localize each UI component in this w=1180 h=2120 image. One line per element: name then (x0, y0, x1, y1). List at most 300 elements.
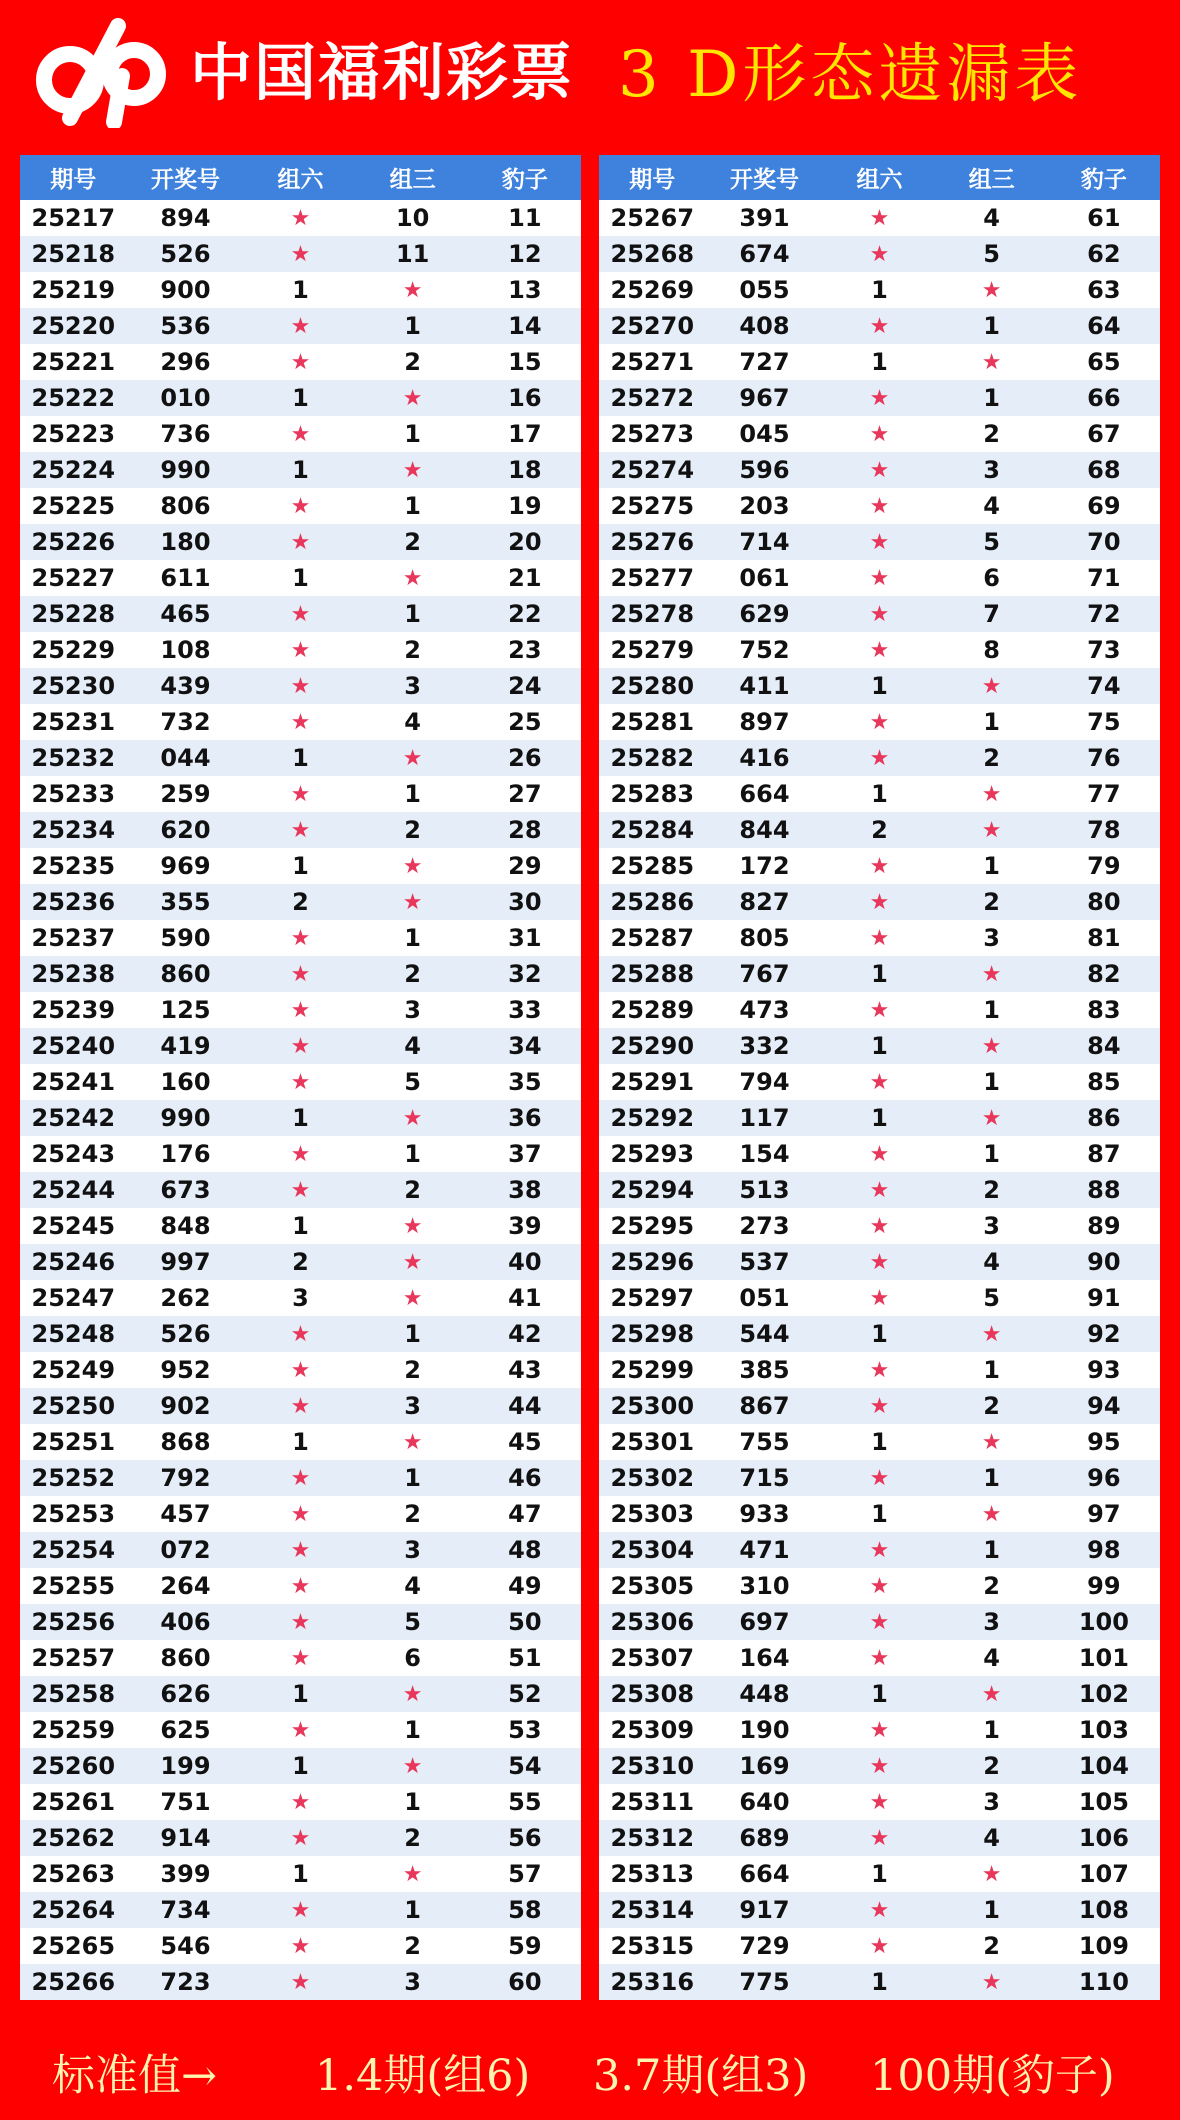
draw-number-cell: 967 (739, 384, 790, 412)
leopard-cell: 48 (508, 1536, 542, 1564)
table-row (20, 1172, 581, 1208)
table-row (599, 524, 1160, 560)
table-row (599, 308, 1160, 344)
draw-number-cell: 448 (739, 1680, 790, 1708)
group3-cell: 5 (404, 1608, 421, 1636)
group6-cell: ★ (290, 1537, 311, 1563)
leopard-cell: 25 (508, 708, 542, 736)
draw-number-cell: 061 (739, 564, 790, 592)
group3-cell: ★ (981, 277, 1002, 303)
table-row (20, 1712, 581, 1748)
left-table-panel (20, 155, 581, 2000)
issue-number-cell: 25238 (31, 960, 116, 988)
group6-cell: ★ (869, 1249, 890, 1275)
table-row (599, 1496, 1160, 1532)
table-row (20, 1928, 581, 1964)
group3-cell: 1 (404, 1464, 421, 1492)
issue-number-cell: 25316 (610, 1968, 695, 1996)
leopard-cell: 99 (1087, 1572, 1121, 1600)
leopard-cell: 21 (508, 564, 542, 592)
leopard-cell: 98 (1087, 1536, 1121, 1564)
group3-cell: 2 (983, 1176, 1000, 1204)
group6-cell: ★ (869, 1933, 890, 1959)
group6-cell: ★ (869, 313, 890, 339)
issue-number-cell: 25300 (610, 1392, 695, 1420)
group6-cell: 1 (871, 1680, 888, 1708)
leopard-cell: 19 (508, 492, 542, 520)
draw-number-cell: 794 (739, 1068, 790, 1096)
group3-cell: ★ (402, 385, 423, 411)
table-row (599, 1928, 1160, 1964)
group6-cell: ★ (290, 1825, 311, 1851)
leopard-cell: 43 (508, 1356, 542, 1384)
issue-number-cell: 25247 (31, 1284, 116, 1312)
group3-cell: ★ (402, 889, 423, 915)
issue-number-cell: 25301 (610, 1428, 695, 1456)
group6-cell: ★ (290, 1033, 311, 1059)
table-row (599, 1748, 1160, 1784)
group3-cell: ★ (981, 1861, 1002, 1887)
draw-number-cell: 296 (160, 348, 211, 376)
draw-number-cell: 827 (739, 888, 790, 916)
group3-cell: ★ (981, 1321, 1002, 1347)
group6-cell: ★ (869, 385, 890, 411)
table-row (599, 1568, 1160, 1604)
issue-number-cell: 25289 (610, 996, 695, 1024)
table-row (20, 380, 581, 416)
leopard-cell: 23 (508, 636, 542, 664)
leopard-cell: 88 (1087, 1176, 1121, 1204)
draw-number-cell: 990 (160, 1104, 211, 1132)
issue-number-cell: 25295 (610, 1212, 695, 1240)
group3-cell: ★ (402, 457, 423, 483)
issue-number-cell: 25299 (610, 1356, 695, 1384)
draw-number-cell: 408 (739, 312, 790, 340)
leopard-cell: 45 (508, 1428, 542, 1456)
draw-number-cell: 544 (739, 1320, 790, 1348)
omission-table-left (20, 155, 581, 2000)
leopard-cell: 100 (1078, 1608, 1129, 1636)
issue-number-cell: 25240 (31, 1032, 116, 1060)
leopard-cell: 105 (1078, 1788, 1129, 1816)
leopard-cell: 75 (1087, 708, 1121, 736)
group6-cell: 1 (871, 276, 888, 304)
draw-number-cell: 385 (739, 1356, 790, 1384)
leopard-cell: 22 (508, 600, 542, 628)
leopard-cell: 42 (508, 1320, 542, 1348)
group3-cell: 2 (404, 1500, 421, 1528)
issue-number-cell: 25275 (610, 492, 695, 520)
group6-cell: 1 (871, 960, 888, 988)
table-row (599, 920, 1160, 956)
table-row (20, 524, 581, 560)
leopard-cell: 55 (508, 1788, 542, 1816)
issue-number-cell: 25237 (31, 924, 116, 952)
group6-cell: ★ (290, 781, 311, 807)
leopard-cell: 109 (1078, 1932, 1129, 1960)
group6-cell: ★ (290, 925, 311, 951)
issue-number-cell: 25229 (31, 636, 116, 664)
table-row (599, 1352, 1160, 1388)
leopard-cell: 11 (508, 204, 542, 232)
group3-cell: 3 (404, 1536, 421, 1564)
table-row (20, 1964, 581, 2000)
table-row (599, 1640, 1160, 1676)
group3-cell: 1 (404, 600, 421, 628)
draw-number-cell: 262 (160, 1284, 211, 1312)
issue-number-cell: 25236 (31, 888, 116, 916)
omission-table-right (599, 155, 1160, 2000)
table-row (599, 1172, 1160, 1208)
draw-number-cell: 125 (160, 996, 211, 1024)
leopard-cell: 87 (1087, 1140, 1121, 1168)
header (0, 0, 1180, 150)
group6-cell: ★ (869, 745, 890, 771)
draw-number-cell: 332 (739, 1032, 790, 1060)
issue-number-cell: 25278 (610, 600, 695, 628)
issue-number-cell: 25311 (610, 1788, 695, 1816)
draw-number-cell: 072 (160, 1536, 211, 1564)
leopard-cell: 64 (1087, 312, 1121, 340)
group3-cell: ★ (402, 1105, 423, 1131)
table-row (20, 632, 581, 668)
draw-number-cell: 010 (160, 384, 211, 412)
draw-number-cell: 860 (160, 960, 211, 988)
issue-number-cell: 25245 (31, 1212, 116, 1240)
group6-cell: ★ (290, 1645, 311, 1671)
group3-cell: ★ (981, 781, 1002, 807)
table-row (20, 1316, 581, 1352)
group6-cell: ★ (869, 1285, 890, 1311)
leopard-cell: 70 (1087, 528, 1121, 556)
group6-cell: ★ (869, 853, 890, 879)
table-row (20, 1784, 581, 1820)
leopard-cell: 96 (1087, 1464, 1121, 1492)
draw-number-cell: 894 (160, 204, 211, 232)
table-row (599, 632, 1160, 668)
draw-number-cell: 180 (160, 528, 211, 556)
draw-number-cell: 729 (739, 1932, 790, 1960)
issue-number-cell: 25293 (610, 1140, 695, 1168)
table-row (20, 1100, 581, 1136)
draw-number-cell: 355 (160, 888, 211, 916)
issue-number-cell: 25244 (31, 1176, 116, 1204)
table-row (599, 1064, 1160, 1100)
table-row (599, 1712, 1160, 1748)
issue-number-cell: 25230 (31, 672, 116, 700)
group6-cell: ★ (869, 709, 890, 735)
leopard-cell: 81 (1087, 924, 1121, 952)
table-row (599, 1280, 1160, 1316)
group6-cell: 1 (871, 1428, 888, 1456)
issue-number-cell: 25286 (610, 888, 695, 916)
table-row (20, 560, 581, 596)
group3-cell: 1 (404, 1896, 421, 1924)
table-row (20, 1496, 581, 1532)
group6-cell: ★ (869, 889, 890, 915)
leopard-cell: 80 (1087, 888, 1121, 916)
table-row (20, 236, 581, 272)
issue-number-cell: 25277 (610, 564, 695, 592)
leopard-cell: 14 (508, 312, 542, 340)
draw-number-cell: 419 (160, 1032, 211, 1060)
draw-number-cell: 471 (739, 1536, 790, 1564)
group3-cell: ★ (981, 1033, 1002, 1059)
draw-number-cell: 674 (739, 240, 790, 268)
group6-cell: 1 (871, 780, 888, 808)
table-row (20, 1388, 581, 1424)
leopard-cell: 108 (1078, 1896, 1129, 1924)
issue-number-cell: 25250 (31, 1392, 116, 1420)
draw-number-cell: 752 (739, 636, 790, 664)
group3-cell: 3 (983, 924, 1000, 952)
issue-number-cell: 25276 (610, 528, 695, 556)
group3-cell: 3 (983, 1212, 1000, 1240)
issue-number-cell: 25270 (610, 312, 695, 340)
leopard-cell: 31 (508, 924, 542, 952)
draw-number-cell: 526 (160, 240, 211, 268)
leopard-cell: 103 (1078, 1716, 1129, 1744)
draw-number-cell: 664 (739, 1860, 790, 1888)
table-row (20, 848, 581, 884)
table-header-row (599, 155, 1160, 200)
group3-cell: ★ (402, 1213, 423, 1239)
issue-number-cell: 25256 (31, 1608, 116, 1636)
group6-cell: ★ (869, 1573, 890, 1599)
issue-number-cell: 25254 (31, 1536, 116, 1564)
leopard-cell: 84 (1087, 1032, 1121, 1060)
group3-cell: 10 (395, 204, 430, 232)
leopard-cell: 65 (1087, 348, 1121, 376)
group6-cell: ★ (290, 493, 311, 519)
group3-cell: 4 (404, 1032, 421, 1060)
draw-number-cell: 626 (160, 1680, 211, 1708)
group3-cell: 6 (983, 564, 1000, 592)
draw-number-cell: 108 (160, 636, 211, 664)
table-row (599, 704, 1160, 740)
group6-cell: 1 (292, 1104, 309, 1132)
table-row (599, 1964, 1160, 2000)
group6-cell: 1 (292, 852, 309, 880)
group6-cell: ★ (290, 673, 311, 699)
issue-number-cell: 25306 (610, 1608, 695, 1636)
draw-number-cell: 727 (739, 348, 790, 376)
standard-value-group6: 1.4期(组6) (315, 2051, 531, 2101)
table-row (20, 1028, 581, 1064)
group6-cell: ★ (290, 1969, 311, 1995)
group6-cell: ★ (869, 1825, 890, 1851)
group3-cell: ★ (402, 1285, 423, 1311)
draw-number-cell: 199 (160, 1752, 211, 1780)
group6-cell: 3 (292, 1284, 309, 1312)
group6-cell: ★ (869, 529, 890, 555)
draw-number-cell: 805 (739, 924, 790, 952)
page-title: 3 D形态遗漏表 (618, 38, 1083, 112)
issue-number-cell: 25296 (610, 1248, 695, 1276)
issue-number-cell: 25225 (31, 492, 116, 520)
draw-number-cell: 969 (160, 852, 211, 880)
group3-cell: 1 (404, 312, 421, 340)
table-row (599, 1424, 1160, 1460)
leopard-cell: 102 (1078, 1680, 1129, 1708)
issue-number-cell: 25263 (31, 1860, 116, 1888)
leopard-cell: 69 (1087, 492, 1121, 520)
draw-number-cell: 536 (160, 312, 211, 340)
leopard-cell: 78 (1087, 816, 1121, 844)
table-row (20, 1208, 581, 1244)
leopard-cell: 16 (508, 384, 542, 412)
group6-cell: 1 (871, 1320, 888, 1348)
group3-cell: ★ (402, 1249, 423, 1275)
table-row (599, 1856, 1160, 1892)
group3-cell: 5 (983, 528, 1000, 556)
group3-cell: 11 (395, 240, 430, 268)
leopard-cell: 107 (1078, 1860, 1129, 1888)
group3-cell: ★ (981, 349, 1002, 375)
table-row (20, 812, 581, 848)
group3-cell: 2 (983, 1392, 1000, 1420)
table-row (599, 452, 1160, 488)
draw-number-cell: 117 (739, 1104, 790, 1132)
table-row (599, 776, 1160, 812)
leopard-cell: 101 (1078, 1644, 1129, 1672)
group3-cell: 3 (983, 1608, 1000, 1636)
table-row (599, 1820, 1160, 1856)
group6-cell: 2 (292, 1248, 309, 1276)
draw-number-cell: 900 (160, 276, 211, 304)
table-row (599, 1100, 1160, 1136)
issue-number-cell: 25285 (610, 852, 695, 880)
draw-number-cell: 734 (160, 1896, 211, 1924)
group6-cell: 2 (292, 888, 309, 916)
group3-cell: 4 (983, 1824, 1000, 1852)
issue-number-cell: 25255 (31, 1572, 116, 1600)
leopard-cell: 94 (1087, 1392, 1121, 1420)
group6-cell: ★ (869, 925, 890, 951)
group6-cell: 1 (871, 1104, 888, 1132)
draw-number-cell: 629 (739, 600, 790, 628)
table-row (20, 1892, 581, 1928)
group6-cell: ★ (290, 349, 311, 375)
group3-cell: 4 (983, 492, 1000, 520)
group6-cell: 1 (292, 744, 309, 772)
table-row (20, 596, 581, 632)
draw-number-cell: 176 (160, 1140, 211, 1168)
issue-number-cell: 25272 (610, 384, 695, 412)
leopard-cell: 13 (508, 276, 542, 304)
table-row (599, 812, 1160, 848)
leopard-cell: 44 (508, 1392, 542, 1420)
issue-number-cell: 25222 (31, 384, 116, 412)
issue-number-cell: 25271 (610, 348, 695, 376)
group6-cell: ★ (869, 457, 890, 483)
group3-cell: 1 (404, 1716, 421, 1744)
draw-number-cell: 732 (160, 708, 211, 736)
group6-cell: ★ (290, 637, 311, 663)
draw-number-cell: 775 (739, 1968, 790, 1996)
group3-cell: ★ (981, 1969, 1002, 1995)
leopard-cell: 73 (1087, 636, 1121, 664)
draw-number-cell: 411 (739, 672, 790, 700)
draw-number-cell: 844 (739, 816, 790, 844)
leopard-cell: 56 (508, 1824, 542, 1852)
leopard-cell: 71 (1087, 564, 1121, 592)
group3-cell: ★ (402, 1861, 423, 1887)
issue-number-cell: 25305 (610, 1572, 695, 1600)
group6-cell: 1 (871, 1032, 888, 1060)
column-header: 组三 (389, 167, 436, 193)
group3-cell: 1 (983, 1464, 1000, 1492)
issue-number-cell: 25264 (31, 1896, 116, 1924)
issue-number-cell: 25273 (610, 420, 695, 448)
table-row (599, 1136, 1160, 1172)
table-row (599, 992, 1160, 1028)
issue-number-cell: 25266 (31, 1968, 116, 1996)
draw-number-cell: 259 (160, 780, 211, 808)
table-row (599, 1028, 1160, 1064)
table-row (20, 956, 581, 992)
issue-number-cell: 25274 (610, 456, 695, 484)
table-row (599, 560, 1160, 596)
table-row (20, 1856, 581, 1892)
group6-cell: ★ (290, 241, 311, 267)
draw-number-cell: 513 (739, 1176, 790, 1204)
leopard-cell: 41 (508, 1284, 542, 1312)
column-header: 期号 (629, 167, 676, 193)
table-row (20, 1460, 581, 1496)
issue-number-cell: 25307 (610, 1644, 695, 1672)
group6-cell: ★ (869, 1069, 890, 1095)
group6-cell: ★ (869, 637, 890, 663)
issue-number-cell: 25253 (31, 1500, 116, 1528)
issue-number-cell: 25315 (610, 1932, 695, 1960)
table-row (599, 1784, 1160, 1820)
leopard-cell: 93 (1087, 1356, 1121, 1384)
group3-cell: ★ (402, 853, 423, 879)
issue-number-cell: 25223 (31, 420, 116, 448)
draw-number-cell: 860 (160, 1644, 211, 1672)
group3-cell: 2 (983, 1752, 1000, 1780)
right-table-panel (599, 155, 1160, 2000)
group3-cell: 5 (404, 1068, 421, 1096)
issue-number-cell: 25224 (31, 456, 116, 484)
leopard-cell: 110 (1078, 1968, 1129, 1996)
leopard-cell: 77 (1087, 780, 1121, 808)
group3-cell: ★ (402, 1681, 423, 1707)
draw-number-cell: 190 (739, 1716, 790, 1744)
draw-number-cell: 596 (739, 456, 790, 484)
group6-cell: ★ (869, 493, 890, 519)
group6-cell: ★ (290, 313, 311, 339)
issue-number-cell: 25252 (31, 1464, 116, 1492)
group3-cell: 1 (404, 1788, 421, 1816)
leopard-cell: 97 (1087, 1500, 1121, 1528)
column-header: 组六 (277, 167, 324, 193)
issue-number-cell: 25280 (610, 672, 695, 700)
column-header: 豹子 (501, 167, 548, 193)
leopard-cell: 72 (1087, 600, 1121, 628)
issue-number-cell: 25232 (31, 744, 116, 772)
draw-number-cell: 689 (739, 1824, 790, 1852)
table-row (20, 1532, 581, 1568)
group3-cell: 1 (983, 1140, 1000, 1168)
leopard-cell: 54 (508, 1752, 542, 1780)
draw-number-cell: 051 (739, 1284, 790, 1312)
group6-cell: ★ (869, 1177, 890, 1203)
table-row (20, 884, 581, 920)
leopard-cell: 76 (1087, 744, 1121, 772)
group6-cell: ★ (869, 1753, 890, 1779)
